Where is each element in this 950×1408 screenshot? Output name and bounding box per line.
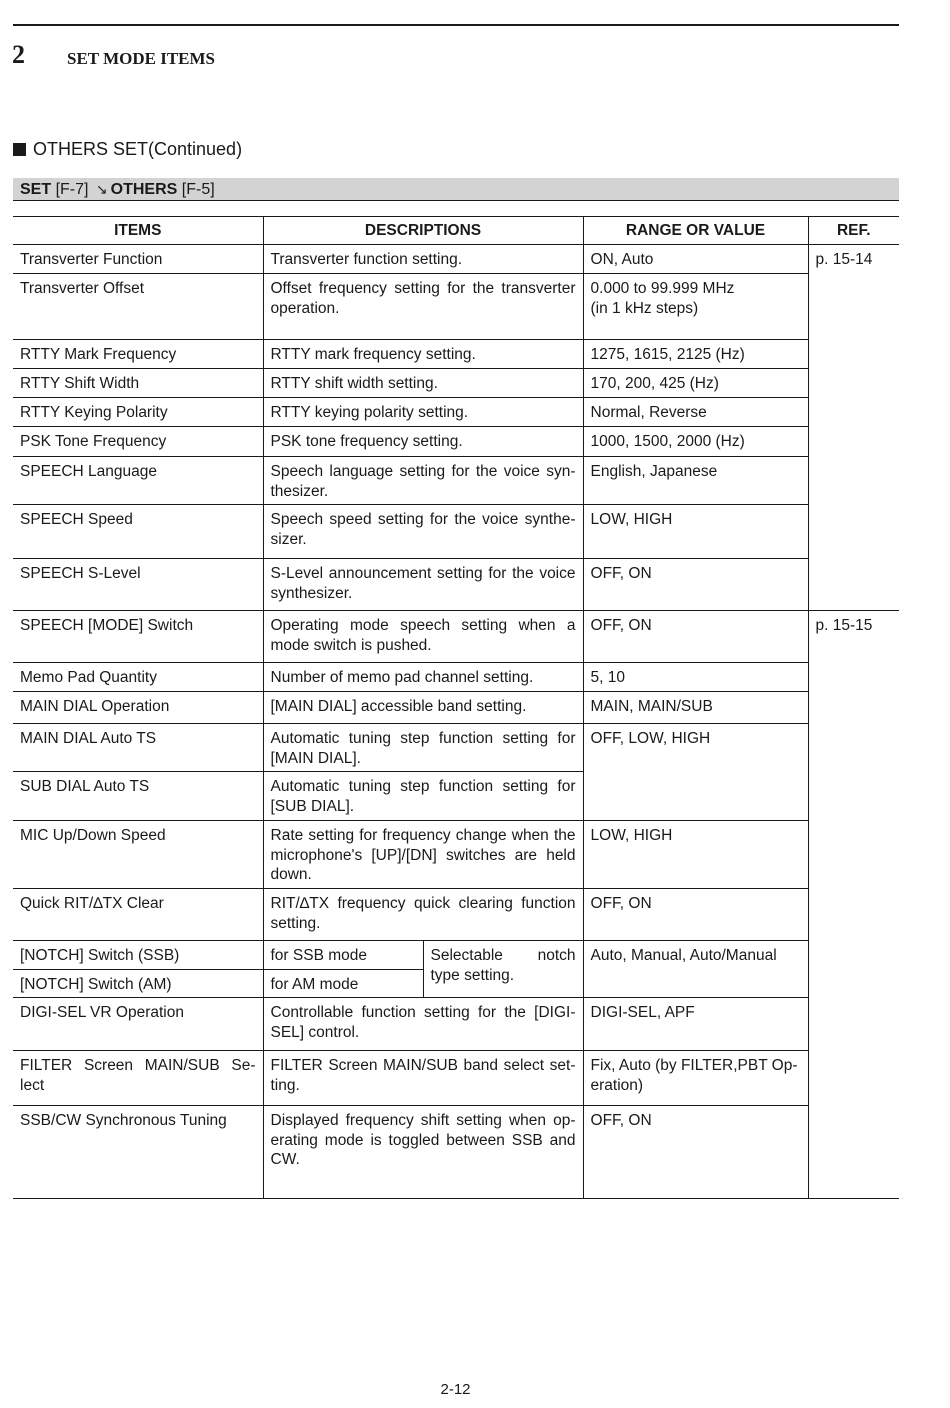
item-cell: RTTY Mark Frequency <box>13 340 263 369</box>
item-cell: RTTY Keying Polarity <box>13 398 263 427</box>
description-cell: RTTY keying polarity setting. <box>263 398 583 427</box>
table-row <box>13 611 899 663</box>
range-cell: MAIN, MAIN/SUB <box>583 692 808 724</box>
header-items: ITEMS <box>13 217 263 245</box>
range-cell: DIGI-SEL, APF <box>583 998 808 1051</box>
item-cell: SPEECH Speed <box>13 505 263 559</box>
range-cell: OFF, ON <box>583 559 808 611</box>
description-cell: PSK tone frequency setting. <box>263 427 583 457</box>
range-cell: English, Japanese <box>583 457 808 505</box>
range-cell: LOW, HIGH <box>583 505 808 559</box>
table-row <box>13 1051 899 1106</box>
description-cell: for AM mode <box>263 969 423 998</box>
range-cell: Fix, Auto (by FILTER,PBT Op-eration) <box>583 1051 808 1106</box>
range-cell: Normal, Reverse <box>583 398 808 427</box>
set-label: SET <box>20 181 52 198</box>
description-cell: [MAIN DIAL] accessible band setting. <box>263 692 583 724</box>
description-cell: Transverter function setting. <box>263 245 583 274</box>
settings-table <box>13 216 899 1199</box>
range-cell: OFF, ON <box>583 889 808 941</box>
item-cell: MAIN DIAL Operation <box>13 692 263 724</box>
description-cell: Automatic tuning step function setting for [MAIN DIAL]. <box>263 724 583 772</box>
item-cell: MAIN DIAL Auto TS <box>13 724 263 772</box>
range-cell: 1000, 1500, 2000 (Hz) <box>583 427 808 457</box>
description-cell: RTTY shift width setting. <box>263 369 583 398</box>
item-cell: SSB/CW Synchronous Tuning <box>13 1106 263 1199</box>
item-cell: [NOTCH] Switch (SSB) <box>13 941 263 970</box>
item-cell: RTTY Shift Width <box>13 369 263 398</box>
item-cell: PSK Tone Frequency <box>13 427 263 457</box>
table-row <box>13 457 899 505</box>
menu-path-bar <box>13 178 899 201</box>
range-cell: OFF, ON <box>583 611 808 663</box>
description-cell: Offset frequency setting for the transverter operation. <box>263 274 583 340</box>
description-cell: for SSB mode <box>263 941 423 970</box>
item-cell: FILTER Screen MAIN/SUB Se-lect <box>13 1051 263 1106</box>
description-cell: FILTER Screen MAIN/SUB band select set-ting. <box>263 1051 583 1106</box>
table-row <box>13 274 899 340</box>
table-row <box>13 941 899 970</box>
table-row <box>13 724 899 772</box>
description-cell: Displayed frequency shift setting when op-erating mode is toggled between SSB and CW. <box>263 1106 583 1199</box>
range-cell: Auto, Manual, Auto/Manual <box>583 941 808 998</box>
header-range: RANGE OR VALUE <box>583 217 808 245</box>
range-cell: OFF, ON <box>583 1106 808 1199</box>
description-cell: Speech speed setting for the voice synthe-sizer. <box>263 505 583 559</box>
ref-cell: p. 15-15 <box>808 611 899 1199</box>
table-row <box>13 692 899 724</box>
item-cell: DIGI-SEL VR Operation <box>13 998 263 1051</box>
section-title: OTHERS SET(Continued) <box>33 139 243 159</box>
header-descriptions: DESCRIPTIONS <box>263 217 583 245</box>
description-cell: RIT/∆TX frequency quick clearing function setting. <box>263 889 583 941</box>
item-cell: MIC Up/Down Speed <box>13 821 263 889</box>
table-row <box>13 821 899 889</box>
shared-description-cell: Selectable notch type setting. <box>423 941 583 998</box>
table-row <box>13 559 899 611</box>
range-cell: ON, Auto <box>583 245 808 274</box>
page-number: 2-12 <box>440 1381 471 1398</box>
others-key: [F-5] <box>181 181 215 198</box>
description-cell: RTTY mark frequency setting. <box>263 340 583 369</box>
item-cell: Transverter Function <box>13 245 263 274</box>
table-header-row <box>13 217 899 245</box>
chapter-number: 2 <box>12 40 25 69</box>
item-cell: SUB DIAL Auto TS <box>13 772 263 821</box>
range-cell: LOW, HIGH <box>583 821 808 889</box>
description-cell: Number of memo pad channel setting. <box>263 663 583 692</box>
description-cell: Rate setting for frequency change when the microphone's [UP]/[DN] switches are held down. <box>263 821 583 889</box>
description-cell: Automatic tuning step function setting for [SUB DIAL]. <box>263 772 583 821</box>
range-cell: 1275, 1615, 2125 (Hz) <box>583 340 808 369</box>
range-cell: OFF, LOW, HIGH <box>583 724 808 821</box>
item-cell: Transverter Offset <box>13 274 263 340</box>
table-row <box>13 245 899 274</box>
item-cell: SPEECH Language <box>13 457 263 505</box>
table-row <box>13 663 899 692</box>
table-row <box>13 398 899 427</box>
range-cell: 170, 200, 425 (Hz) <box>583 369 808 398</box>
black-square-icon <box>13 143 26 156</box>
header-ref: REF. <box>808 217 899 245</box>
description-cell: Speech language setting for the voice syn-thesizer. <box>263 457 583 505</box>
item-cell: Quick RIT/∆TX Clear <box>13 889 263 941</box>
item-cell: Memo Pad Quantity <box>13 663 263 692</box>
others-label: OTHERS <box>110 181 178 198</box>
table-row <box>13 427 899 457</box>
table-row <box>13 998 899 1051</box>
item-cell: [NOTCH] Switch (AM) <box>13 969 263 998</box>
range-line: (in 1 kHz steps) <box>590 299 699 317</box>
range-cell <box>583 274 808 340</box>
table-row <box>13 1106 899 1199</box>
ref-cell: p. 15-14 <box>808 245 899 611</box>
chapter-title: SET MODE ITEMS <box>67 49 216 68</box>
table-row <box>13 505 899 559</box>
item-cell: SPEECH S-Level <box>13 559 263 611</box>
section-heading <box>13 139 242 160</box>
set-key: [F-7] <box>55 181 89 198</box>
arrow-down-right-icon: ↘ <box>95 181 108 197</box>
table-row <box>13 340 899 369</box>
item-cell: SPEECH [MODE] Switch <box>13 611 263 663</box>
table-row <box>13 369 899 398</box>
table-row <box>13 889 899 941</box>
description-cell: Operating mode speech setting when a mode switch is pushed. <box>263 611 583 663</box>
range-cell: 5, 10 <box>583 663 808 692</box>
top-rule <box>13 24 899 26</box>
description-cell: Controllable function setting for the [DIGI-SEL] control. <box>263 998 583 1051</box>
range-line: 0.000 to 99.999 MHz <box>590 280 735 297</box>
description-cell: S-Level announcement setting for the voice synthesizer. <box>263 559 583 611</box>
